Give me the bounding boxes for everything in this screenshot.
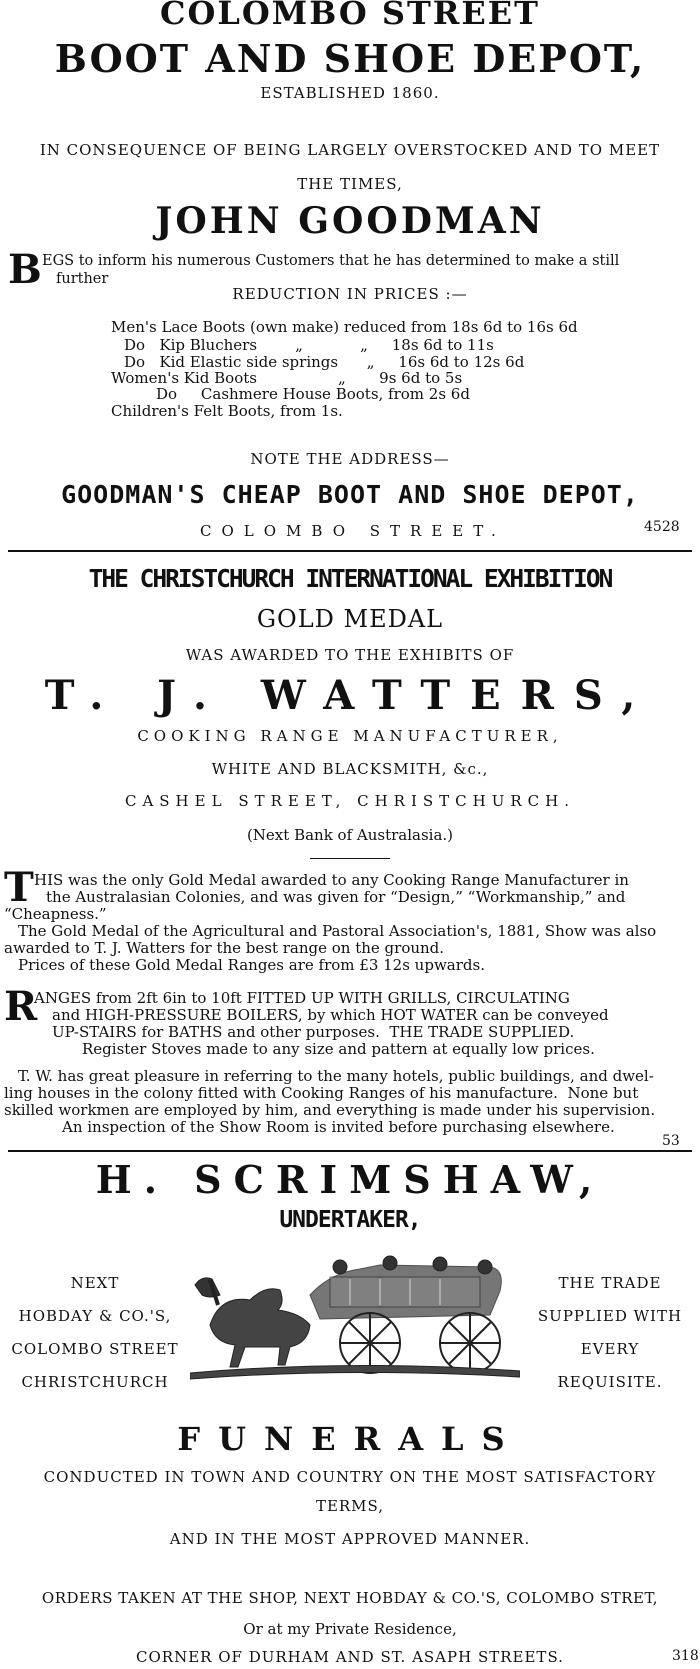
orders-text: ORDERS TAKEN AT THE SHOP, NEXT HOBDAY & CO.'S, COLOMBO STRET, <box>41 1589 659 1607</box>
goodman-heading-line1: COLOMBO STREET <box>160 0 540 32</box>
the-times-text: THE TIMES, <box>297 175 403 193</box>
divider-2 <box>8 1150 692 1152</box>
right-col-line4: REQUISITE. <box>557 1373 663 1391</box>
watters-street: CASHEL STREET, CHRISTCHURCH. <box>124 792 576 810</box>
goodman-ad-number: 4528 <box>644 519 680 535</box>
exhibition-heading: THE CHRISTCHURCH INTERNATIONAL EXHIBITION <box>88 564 612 593</box>
begs-line1: EGS to inform his numerous Customers that he has determined to make a still <box>42 253 620 269</box>
begs-line2: further <box>56 271 109 287</box>
watters-p3-line4: An inspection of the Show Room is invited before purchasing elsewhere. <box>62 1118 615 1136</box>
watters-p1-line6: Prices of these Gold Medal Ranges are from £3 12s upwards. <box>18 956 485 974</box>
private-residence-text: Or at my Private Residence, <box>243 1620 457 1638</box>
price-line-4: Women's Kid Boots „ 9s 6d to 5s <box>111 369 463 387</box>
watters-p2-line3: UP-STAIRS for BATHS and other purposes. THE TRADE SUPPLIED. <box>52 1023 575 1041</box>
left-col-line4: CHRISTCHURCH <box>21 1373 169 1391</box>
watters-p2-line1: ANGES from 2ft 6in to 10ft FITTED UP WITH GRILLS, CIRCULATING <box>34 989 570 1007</box>
funerals-heading: FUNERALS <box>177 1420 523 1458</box>
divider-1 <box>8 550 692 552</box>
left-col-line1: NEXT <box>70 1274 120 1292</box>
watters-p2-line4: Register Stoves made to any size and pattern at equally low prices. <box>82 1040 595 1058</box>
right-col-line1: THE TRADE <box>558 1274 662 1292</box>
watters-name: T. J. WATTERS, <box>44 672 656 719</box>
right-col-line3: EVERY <box>580 1340 640 1358</box>
price-line-2: Do Kip Bluchers „ „ 18s 6d to 11s <box>124 336 494 354</box>
goodman-address-small: COLOMBO STREET. <box>200 522 506 540</box>
note-address-text: NOTE THE ADDRESS— <box>250 450 450 468</box>
price-line-6: Children's Felt Boots, from 1s. <box>111 402 343 420</box>
hearse-illustration <box>190 1255 520 1380</box>
watters-p3-line2: ling houses in the colony fitted with Cooking Ranges of his manufacture. None but <box>4 1084 639 1102</box>
terms-text: TERMS, <box>315 1497 385 1515</box>
gold-medal-text: GOLD MEDAL <box>256 605 444 633</box>
reduction-text: REDUCTION IN PRICES :— <box>232 285 468 303</box>
scrimshaw-name: H. SCRIMSHAW, <box>95 1157 605 1202</box>
consequence-text: IN CONSEQUENCE OF BEING LARGELY OVERSTOCKED AND TO MEET <box>39 141 661 159</box>
scrimshaw-ad-number: 318 <box>672 1648 699 1664</box>
watters-ad-number: 53 <box>662 1133 680 1149</box>
watters-trade: COOKING RANGE MANUFACTURER, <box>137 727 563 745</box>
begs-dropcap: B <box>8 246 42 293</box>
watters-p1-line2: the Australasian Colonies, and was given for “Design,” “Workmanship,” and <box>46 888 626 906</box>
goodman-heading-line2: BOOT AND SHOE DEPOT, <box>54 36 646 81</box>
price-line-5: Do Cashmere House Boots, from 2s 6d <box>156 385 470 403</box>
watters-smith: WHITE AND BLACKSMITH, &c., <box>211 760 489 778</box>
watters-p1-line4: The Gold Medal of the Agricultural and Pastoral Association's, 1881, Show was also <box>18 922 657 940</box>
conducted-text: CONDUCTED IN TOWN AND COUNTRY ON THE MOST SATISFACTORY <box>43 1468 657 1486</box>
watters-p2-line2: and HIGH-PRESSURE BOILERS, by which HOT WATER can be conveyed <box>52 1006 609 1024</box>
right-col-line2: SUPPLIED WITH <box>537 1307 683 1325</box>
established-text: ESTABLISHED 1860. <box>260 84 440 102</box>
left-col-line3: COLOMBO STREET <box>11 1340 179 1358</box>
manner-text: AND IN THE MOST APPROVED MANNER. <box>169 1530 531 1548</box>
watters-next-bank: (Next Bank of Australasia.) <box>246 826 454 844</box>
john-goodman-name: JOHN GOODMAN <box>155 200 545 242</box>
left-col-line2: HOBDAY & CO.'S, <box>18 1307 172 1325</box>
undertaker-title: UNDERTAKER, <box>279 1207 421 1233</box>
short-rule-1 <box>310 858 390 859</box>
goodman-address-big: GOODMAN'S CHEAP BOOT AND SHOE DEPOT, <box>61 480 639 509</box>
watters-p1-line1: HIS was the only Gold Medal awarded to any Cooking Range Manufacturer in <box>34 871 629 889</box>
corner-text: CORNER OF DURHAM AND ST. ASAPH STREETS. <box>136 1648 564 1666</box>
watters-p1-line3: “Cheapness.” <box>4 905 107 923</box>
ranges-dropcap: R <box>4 983 38 1030</box>
watters-p1-line5: awarded to T. J. Watters for the best range on the ground. <box>4 939 445 957</box>
watters-p3-line3: skilled workmen are employed by him, and everything is made under his supervision. <box>4 1101 656 1119</box>
price-line-3: Do Kid Elastic side springs „ 16s 6d to 12s 6d <box>124 353 525 371</box>
awarded-text: WAS AWARDED TO THE EXHIBITS OF <box>185 646 515 664</box>
watters-p3-line1: T. W. has great pleasure in referring to the many hotels, public buildings, and dwel- <box>18 1067 654 1085</box>
price-line-1: Men's Lace Boots (own make) reduced from 18s 6d to 16s 6d <box>111 318 578 336</box>
this-dropcap: T <box>4 864 34 911</box>
